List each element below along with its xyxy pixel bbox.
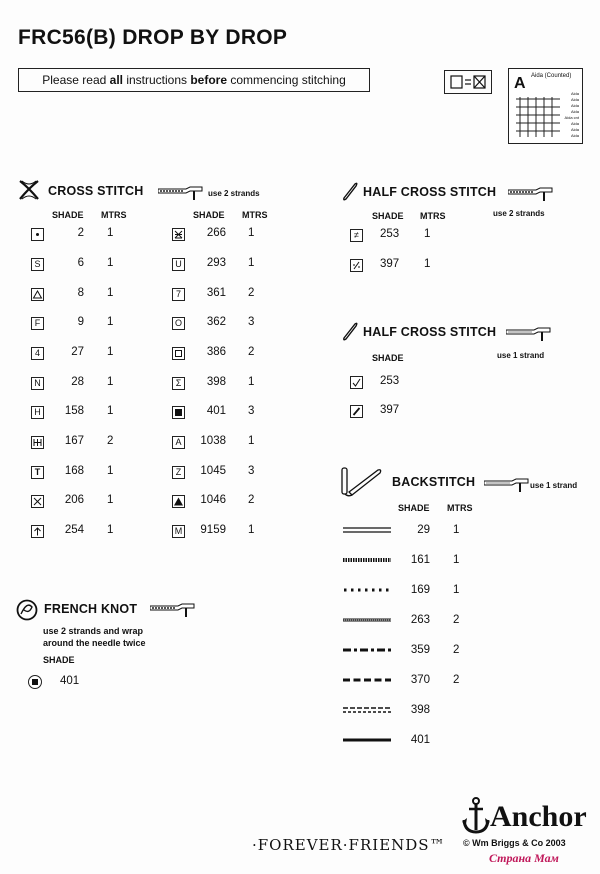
mtrs-value: 2	[453, 644, 460, 656]
shade-value: 6	[77, 257, 84, 269]
half-cross-stitch-title: HALF CROSS STITCH	[363, 185, 497, 199]
u-symbol-icon: U	[172, 258, 185, 271]
shade-value: 293	[206, 257, 226, 269]
mtrs-value: 2	[453, 614, 460, 626]
shade-value: 254	[64, 524, 84, 536]
textured-line-sample	[342, 614, 392, 626]
cross-stitch-icon	[17, 178, 41, 202]
n-symbol-icon: N	[31, 377, 44, 390]
double-dashed-line-sample	[342, 704, 392, 716]
aida-side-label: Aida	[570, 97, 579, 102]
mtrs-value: 1	[248, 227, 255, 239]
mtrs-value: 1	[107, 465, 114, 477]
mtrs-value: 3	[248, 405, 255, 417]
shade-header: SHADE	[52, 210, 84, 220]
aida-fabric-diagram	[508, 68, 583, 144]
page-title: FRC56(B) DROP BY DROP	[18, 26, 288, 49]
slash-ticks-symbol-icon	[350, 259, 363, 272]
mtrs-value: 1	[424, 228, 431, 240]
shade-header: SHADE	[43, 655, 75, 665]
filled-square-symbol-icon	[172, 406, 185, 419]
half-cross-stitch-icon	[340, 320, 360, 342]
aida-side-label: Aida	[570, 121, 579, 126]
f-symbol-icon: F	[31, 317, 44, 330]
shade-value: 158	[64, 405, 84, 417]
french-knot-note: use 2 strands and wrap	[43, 626, 144, 636]
shade-value: 401	[60, 675, 80, 687]
dot-symbol-icon	[31, 228, 44, 241]
french-knot-icon	[15, 598, 39, 622]
double-line-sample	[342, 524, 392, 536]
square-equals-cross-icon	[445, 71, 491, 93]
seven-symbol-icon: 7	[172, 288, 185, 301]
mtrs-header: MTRS	[101, 210, 127, 220]
mtrs-value: 2	[248, 346, 255, 358]
filled-triangle-symbol-icon	[172, 495, 185, 508]
mtrs-value: 1	[107, 524, 114, 536]
instructions-text: instructions	[122, 73, 191, 87]
four-symbol-icon: 4	[31, 347, 44, 360]
backstitch-title: BACKSTITCH	[392, 475, 476, 489]
mtrs-value: 1	[107, 405, 114, 417]
french-knot-note: around the needle twice	[43, 638, 146, 648]
x-symbol-icon	[31, 495, 44, 508]
mtrs-value: 1	[248, 524, 255, 536]
shade-value: 398	[410, 704, 430, 716]
shade-value: 386	[206, 346, 226, 358]
shade-value: 206	[64, 494, 84, 506]
mtrs-value: 3	[248, 465, 255, 477]
aida-label: Aida (Counted)	[531, 73, 572, 79]
aida-side-label: Aida	[570, 133, 579, 138]
mtrs-value: 2	[107, 435, 114, 447]
star-x-symbol-icon	[172, 228, 185, 241]
shade-value: 361	[206, 287, 226, 299]
shade-value: 169	[410, 584, 430, 596]
watermark: Страна Мам	[489, 851, 559, 865]
needle-icon	[508, 185, 554, 201]
triangle-symbol-icon	[31, 288, 44, 301]
arrow-up-symbol-icon	[31, 525, 44, 538]
shade-value: 1046	[200, 494, 226, 506]
shade-value: 253	[380, 375, 400, 387]
dashed-line-sample	[342, 674, 392, 686]
instructions-bold-all: all	[109, 73, 123, 87]
shade-value: 362	[206, 316, 226, 328]
t-symbol-icon: T	[31, 466, 44, 479]
mtrs-value: 1	[248, 376, 255, 388]
shade-header: SHADE	[372, 353, 404, 363]
shade-value: 370	[410, 674, 430, 686]
stitch-key-legend	[444, 70, 492, 94]
shade-value: 263	[410, 614, 430, 626]
a-symbol-icon: A	[172, 436, 185, 449]
half-cross-stitch-title: HALF CROSS STITCH	[363, 325, 497, 339]
shade-value: 8	[77, 287, 84, 299]
instructions-bold-before: before	[190, 73, 228, 87]
shade-value: 1045	[200, 465, 226, 477]
french-knot-title: FRENCH KNOT	[44, 602, 138, 616]
shade-value: 168	[64, 465, 84, 477]
square-symbol-icon	[172, 347, 185, 360]
aida-side-label: Aida	[570, 109, 579, 114]
shade-value: 253	[380, 228, 400, 240]
mtrs-value: 1	[107, 376, 114, 388]
mtrs-value: 2	[453, 674, 460, 686]
backstitch-strands: use 1 strand	[530, 481, 578, 490]
mtrs-value: 1	[107, 227, 114, 239]
aida-side-label: Aida	[570, 127, 579, 132]
mtrs-value: 1	[453, 524, 460, 536]
shade-value: 401	[206, 405, 226, 417]
mtrs-value: 3	[248, 316, 255, 328]
mtrs-value: 2	[248, 287, 255, 299]
instructions-text: Please read	[42, 73, 110, 87]
mtrs-value: 1	[248, 257, 255, 269]
shade-value: 9	[77, 316, 84, 328]
needle-icon	[158, 184, 204, 200]
mtrs-value: 1	[248, 435, 255, 447]
slash-symbol-icon	[350, 405, 363, 418]
aida-side-label: Aida cnt	[564, 115, 579, 120]
shade-value: 29	[417, 524, 430, 536]
shade-header: SHADE	[398, 503, 430, 513]
half-cross-strands: use 2 strands	[493, 209, 545, 218]
cross-stitch-title: CROSS STITCH	[48, 184, 144, 198]
dotted-line-sample	[342, 584, 392, 596]
dash-dot-line-sample	[342, 644, 392, 656]
needle-icon	[150, 601, 196, 617]
mtrs-value: 1	[107, 316, 114, 328]
needle-icon	[484, 476, 530, 492]
shade-value: 401	[410, 734, 430, 746]
m-symbol-icon: M	[172, 525, 185, 538]
mtrs-value: 2	[248, 494, 255, 506]
solid-line-sample	[342, 734, 392, 746]
instructions-box	[18, 68, 370, 92]
shade-value: 397	[380, 404, 400, 416]
shade-value: 266	[206, 227, 226, 239]
s-symbol-icon: S	[31, 258, 44, 271]
half-cross-stitch-icon	[340, 180, 360, 202]
instructions-text: commencing stitching	[227, 73, 346, 87]
o-symbol-icon: O	[172, 317, 185, 330]
copyright: © Wm Briggs & Co 2003	[463, 838, 566, 848]
not-equal-symbol-icon: ≠	[350, 229, 363, 242]
mtrs-value: 1	[107, 346, 114, 358]
shade-value: 9159	[200, 524, 226, 536]
mtrs-value: 1	[107, 257, 114, 269]
check-symbol-icon	[350, 376, 363, 389]
aida-side-label: Aida	[570, 91, 579, 96]
backstitch-icon	[340, 466, 386, 498]
aida-grid-icon	[514, 95, 562, 139]
mtrs-header: MTRS	[242, 210, 268, 220]
beaded-line-sample	[342, 554, 392, 566]
anchor-icon	[461, 796, 491, 836]
aida-side-label: Aida	[570, 103, 579, 108]
mtrs-value: 1	[453, 554, 460, 566]
h-symbol-icon: H	[31, 406, 44, 419]
mtrs-header: MTRS	[420, 211, 446, 221]
forever-friends-logo: ·FOREVER·FRIENDS™	[252, 836, 446, 854]
shade-value: 397	[380, 258, 400, 270]
mtrs-header: MTRS	[447, 503, 473, 513]
mtrs-value: 1	[453, 584, 460, 596]
mtrs-value: 1	[424, 258, 431, 270]
anchor-brand: Anchor	[490, 800, 587, 833]
shade-value: 398	[206, 376, 226, 388]
shade-header: SHADE	[193, 210, 225, 220]
aida-letter: A	[514, 75, 526, 92]
needle-icon	[506, 325, 552, 341]
shade-value: 27	[71, 346, 84, 358]
mtrs-value: 1	[107, 494, 114, 506]
shade-header: SHADE	[372, 211, 404, 221]
filled-circle-symbol-icon	[28, 675, 42, 689]
z-symbol-icon: Z	[172, 466, 185, 479]
shade-value: 167	[64, 435, 84, 447]
shade-value: 161	[410, 554, 430, 566]
half-cross-strands: use 1 strand	[497, 351, 545, 360]
double-h-symbol-icon	[31, 436, 44, 449]
mtrs-value: 1	[107, 287, 114, 299]
shade-value: 28	[71, 376, 84, 388]
cross-stitch-strands: use 2 strands	[208, 189, 260, 198]
shade-value: 359	[410, 644, 430, 656]
sigma-symbol-icon: Σ	[172, 377, 185, 390]
shade-value: 1038	[200, 435, 226, 447]
shade-value: 2	[77, 227, 84, 239]
